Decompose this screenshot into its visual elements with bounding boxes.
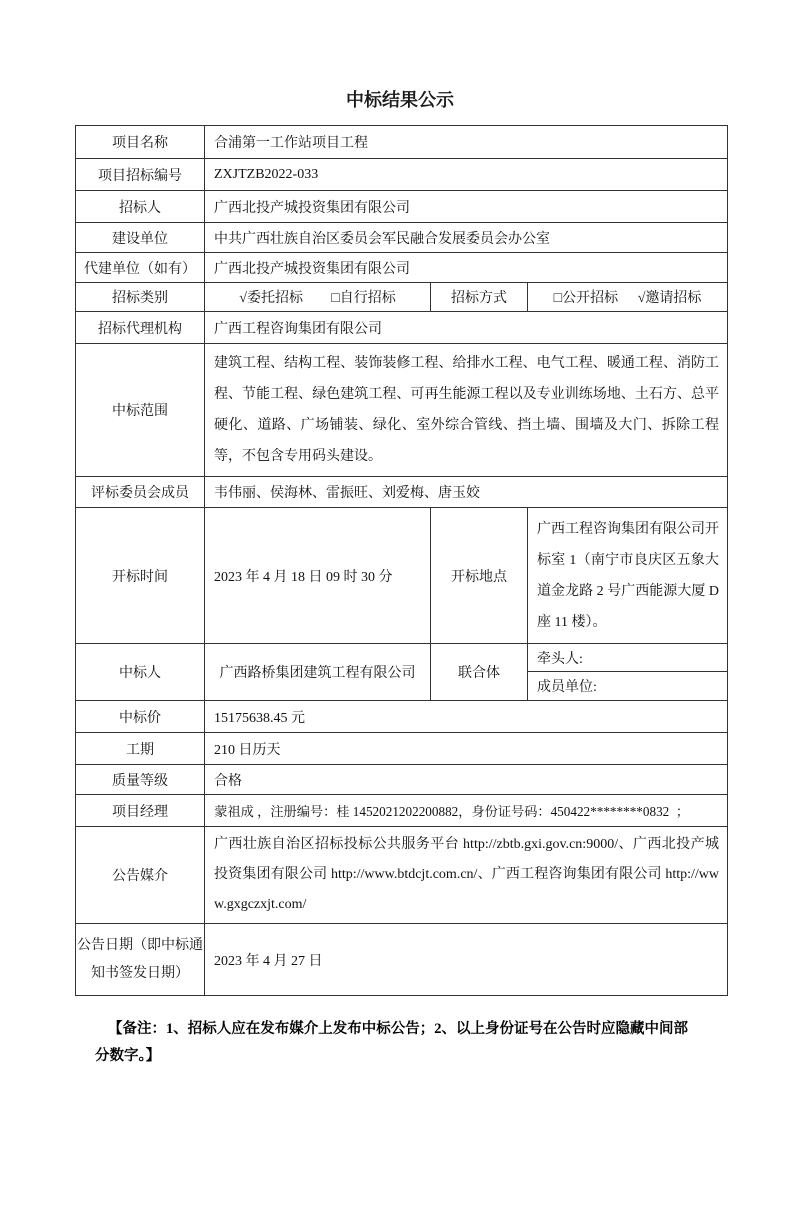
tenderer-label: 招标人 [76,191,205,223]
row-bid-scope [76,344,728,477]
announcement-media-label: 公告媒介 [76,827,205,924]
evaluation-committee-value: 韦伟丽、侯海林、雷振旺、刘爱梅、唐玉姣 [205,477,728,508]
tender-no-label: 项目招标编号 [76,159,205,191]
project-name-value: 合浦第一工作站项目工程 [205,126,728,159]
page-title: 中标结果公示 [346,90,454,110]
bid-opening-time-value: 2023 年 4 月 18 日 09 时 30 分 [205,508,431,644]
consortium-label: 联合体 [431,644,528,701]
row-construction-unit [76,223,728,253]
bid-scope-label: 中标范围 [76,344,205,477]
row-tender-no [76,159,728,191]
row-winner [76,644,728,672]
agent-construction-unit-value: 广西北投产城投资集团有限公司 [205,253,728,283]
row-project-name [76,126,728,159]
tender-agency-value: 广西工程咨询集团有限公司 [205,312,728,344]
project-name-label: 项目名称 [76,126,205,159]
row-tender-category [76,283,728,312]
consortium-member-label: 成员单位: [528,672,728,701]
winner-value: 广西路桥集团建筑工程有限公司 [205,644,431,701]
announcement-media-value: 广西壮族自治区招标投标公共服务平台 http://zbtb.gxi.gov.cn:9000/、广西北投产城投资集团有限公司 http://www.btdcjt.com.cn/、广西工程咨询集团有限公司 http://www.gxgczxjt.com/ [205,827,728,924]
winner-label: 中标人 [76,644,205,701]
remark-note: 【备注：1、招标人应在发布媒介上发布中标公告；2、以上身份证号在公告时应隐藏中间部分数字。】 [95,1021,688,1064]
duration-value: 210 日历天 [205,733,728,765]
row-quality-grade [76,765,728,795]
tender-method-label: 招标方式 [431,283,528,312]
row-tender-agency [76,312,728,344]
bid-opening-place-value: 广西工程咨询集团有限公司开标室 1（南宁市良庆区五象大道金龙路 2 号广西能源大厦 D 座 11 楼）。 [528,508,728,644]
row-bid-opening [76,508,728,644]
bid-opening-place-label: 开标地点 [431,508,528,644]
tender-category-label: 招标类别 [76,283,205,312]
duration-label: 工期 [76,733,205,765]
announcement-date-value: 2023 年 4 月 27 日 [205,924,728,996]
tender-method-options [528,283,728,312]
row-bid-price [76,701,728,733]
quality-grade-label: 质量等级 [76,765,205,795]
consortium-leader-label: 牵头人: [528,644,728,672]
bid-price-value: 15175638.45 元 [205,701,728,733]
row-duration [76,733,728,765]
project-manager-label: 项目经理 [76,795,205,827]
bid-opening-time-label: 开标时间 [76,508,205,644]
tenderer-value: 广西北投产城投资集团有限公司 [205,191,728,223]
announcement-date-label: 公告日期（即中标通知书签发日期） [76,924,205,996]
row-agent-construction-unit [76,253,728,283]
tender-category-options [205,283,431,312]
evaluation-committee-label: 评标委员会成员 [76,477,205,508]
checkbox-invited-tender: √邀请招标 [637,291,702,306]
row-tenderer [76,191,728,223]
checkbox-self-tender: □自行招标 [331,291,396,306]
row-announcement-date [76,924,728,996]
bid-result-table [75,125,728,996]
row-evaluation-committee [76,477,728,508]
checkbox-entrusted-tender: √委托招标 [239,291,303,306]
bid-scope-value: 建筑工程、结构工程、装饰装修工程、给排水工程、电气工程、暖通工程、消防工程、节能工程、绿色建筑工程、可再生能源工程以及专业训练场地、土石方、总平硬化、道路、广场铺装、绿化、室外综合管线、挡土墙、围墙及大门、拆除工程等，不包含专用码头建设。 [205,344,728,477]
row-project-manager [76,795,728,827]
tender-no-value: ZXJTZB2022-033 [205,159,728,191]
agent-construction-unit-label: 代建单位（如有） [76,253,205,283]
construction-unit-value: 中共广西壮族自治区委员会军民融合发展委员会办公室 [205,223,728,253]
project-manager-value: 蒙祖成 ，注册编号：桂 1452021202200882，身份证号码：450422********0832 ； [205,795,728,827]
row-announcement-media [76,827,728,924]
construction-unit-label: 建设单位 [76,223,205,253]
tender-agency-label: 招标代理机构 [76,312,205,344]
checkbox-open-tender: □公开招标 [553,291,619,306]
bid-price-label: 中标价 [76,701,205,733]
quality-grade-value: 合格 [205,765,728,795]
